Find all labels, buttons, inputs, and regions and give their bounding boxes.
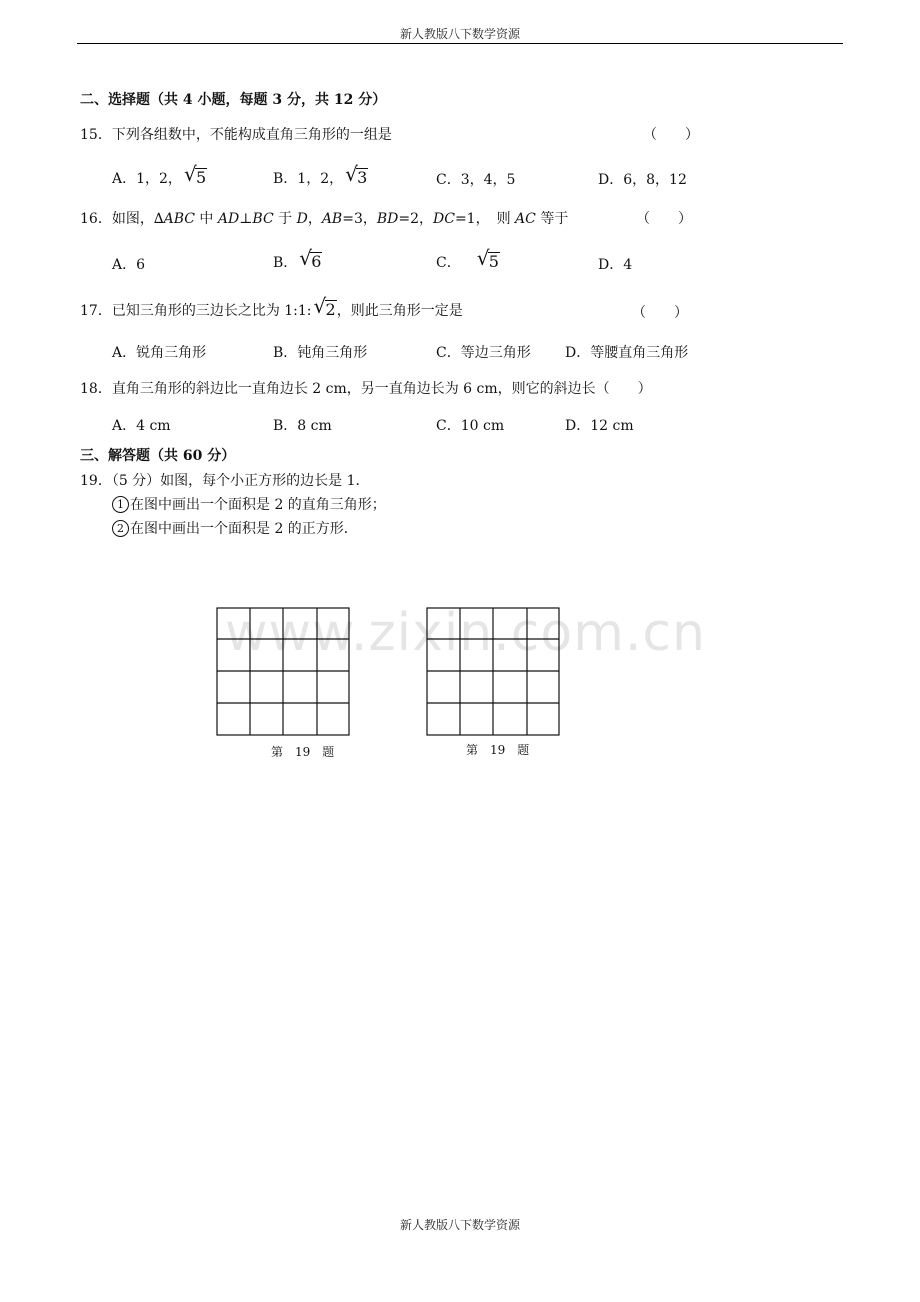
question-17-answer-blank: （ ） <box>632 305 688 321</box>
circled-number-2: 2 <box>112 520 129 537</box>
question-15-option-a <box>112 162 207 188</box>
grid-right-caption: 第 19 题 <box>466 743 530 757</box>
circled-number-1: 1 <box>112 496 129 513</box>
header-rule <box>77 43 843 44</box>
page-header: 新人教版八下数学资源 <box>399 27 520 41</box>
sqrt-symbol: √ 5 <box>183 162 207 187</box>
sqrt-symbol: √ 6 <box>299 246 322 271</box>
question-16-option-a: A．6 <box>112 257 146 273</box>
question-15-stem: 15．下列各组数中，不能构成直角三角形的一组是 <box>80 127 392 143</box>
question-16-option-d: D．4 <box>598 257 633 273</box>
sqrt-symbol: √ 5 <box>476 246 499 271</box>
question-17-option-b: B．钝角三角形 <box>273 345 368 361</box>
question-18-option-b: B．8 cm <box>273 418 332 434</box>
question-18-option-a: A．4 cm <box>112 418 171 434</box>
section-title-multiple-choice: 二、选择题（共 4 小题，每题 3 分，共 12 分） <box>80 92 387 108</box>
question-15-option-d: D．6，8，12 <box>598 172 687 188</box>
question-16-option-b: B． √ 6 <box>273 246 322 271</box>
sqrt-symbol: √ 3 <box>345 162 368 187</box>
question-19-item-2: 2 在图中画出一个面积是 2 的正方形． <box>112 518 358 538</box>
watermark: www.zixin.com.cn <box>225 603 706 663</box>
question-16-answer-blank: （ ） <box>636 211 692 227</box>
question-17-option-c: C．等边三角形 <box>436 345 531 361</box>
option-b-text: B．1，2， <box>273 171 344 187</box>
question-15-option-b <box>273 162 368 188</box>
section-title-solutions: 三、解答题（共 60 分） <box>80 448 236 464</box>
grid-left-caption: 第 19 题 <box>271 745 335 759</box>
sqrt-symbol: √ 2 <box>313 294 336 319</box>
page-footer: 新人教版八下数学资源 <box>399 1218 520 1232</box>
question-19-item-1: 1 在图中画出一个面积是 2 的直角三角形； <box>112 494 386 514</box>
question-15-option-c: C．3，4，5 <box>436 172 516 188</box>
question-16-option-c: C． √ 5 <box>436 246 499 271</box>
question-19-stem: 19．（5 分）如图，每个小正方形的边长是 1． <box>80 473 370 489</box>
question-15-answer-blank: （ ） <box>643 127 699 143</box>
question-17-option-a: A．锐角三角形 <box>112 345 207 361</box>
question-18-stem: 18．直角三角形的斜边比一直角边长 2 cm，另一直角边长为 6 cm，则它的斜边长（ ） <box>80 381 652 397</box>
question-16-stem: 16．如图，∆ABC 中 AD⊥BC 于 D，AB=3，BD=2，DC=1， 则 AC 等于 <box>80 211 569 227</box>
question-18-option-c: C．10 cm <box>436 418 505 434</box>
question-18-option-d: D．12 cm <box>565 418 634 434</box>
option-a-text: A．1，2， <box>112 171 182 187</box>
question-17-option-d: D．等腰直角三角形 <box>565 345 689 361</box>
question-17-stem: 17．已知三角形的三边长之比为 1:1: √ 2，则此三角形一定是 <box>80 294 463 319</box>
